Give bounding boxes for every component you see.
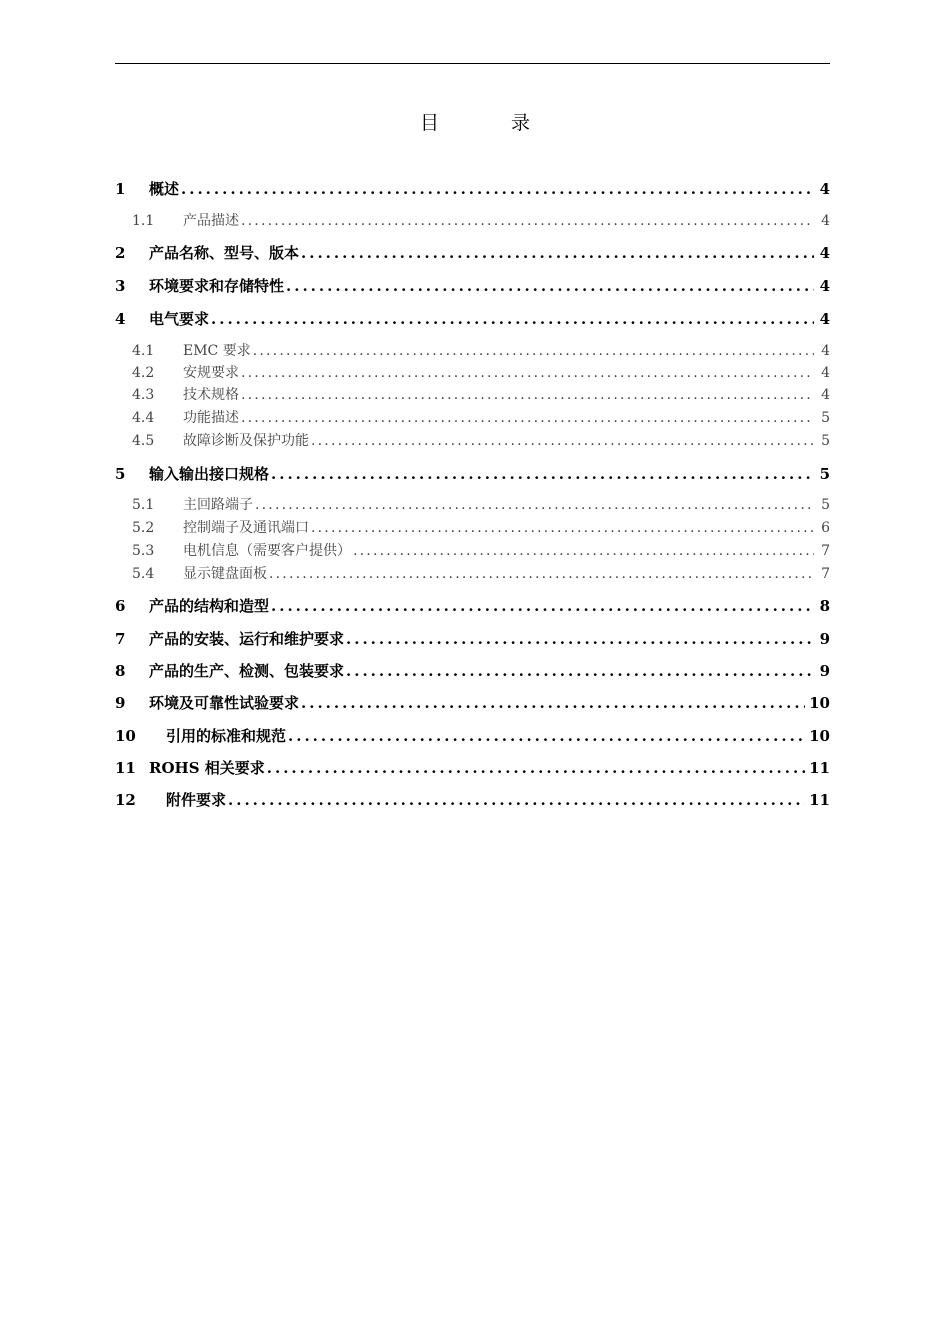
toc-entry-number: 2 (115, 244, 126, 262)
dot-leader (267, 759, 805, 777)
toc-subentry[interactable] (115, 384, 830, 406)
toc-subentry[interactable] (115, 340, 830, 362)
toc-entry-number: 4.5 (132, 433, 155, 449)
toc-entry-number: 10 (115, 727, 136, 745)
toc-entry-label: ROHS 相关要求 (149, 759, 265, 777)
toc-entry-page: 4 (819, 310, 830, 328)
toc-entry-page: 9 (819, 630, 830, 648)
toc-entry-number: 5.4 (132, 566, 155, 582)
toc-entry[interactable] (115, 660, 830, 682)
toc-entry-number: 4 (115, 310, 126, 328)
toc-entry-label: 引用的标准和规范 (166, 727, 287, 745)
dot-leader (301, 244, 814, 262)
toc-entry-number: 4.2 (132, 365, 155, 381)
toc-entry-page: 4 (819, 180, 830, 198)
toc-entry-page: 11 (809, 759, 830, 777)
toc-entry[interactable] (115, 789, 830, 811)
toc-entry-label: 主回路端子 (183, 497, 253, 513)
toc-entry-label: 控制端子及通讯端口 (183, 520, 309, 536)
toc-entry-page: 4 (821, 387, 830, 403)
toc-entry[interactable] (115, 308, 830, 330)
dot-leader (346, 630, 814, 648)
toc-entry[interactable] (115, 463, 830, 485)
toc-entry-number: 4.4 (132, 410, 155, 426)
toc-entry-label: 产品描述 (183, 213, 239, 229)
dot-leader (311, 433, 814, 449)
toc-entry-page: 8 (819, 597, 830, 615)
toc-entry-number: 3 (115, 277, 126, 295)
toc-entry-label: 产品名称、型号、版本 (149, 244, 300, 262)
toc-entry-page: 4 (819, 277, 830, 295)
toc-entry-label: 显示键盘面板 (183, 566, 267, 582)
dot-leader (271, 465, 814, 483)
toc-entry-label: 电机信息（需要客户提供） (183, 543, 351, 559)
toc-entry-number: 1 (115, 180, 126, 198)
toc-entry-page: 4 (821, 343, 830, 359)
toc-entry-page: 5 (819, 465, 830, 483)
dot-leader (346, 662, 814, 680)
toc-entry[interactable] (115, 275, 830, 297)
dot-leader (241, 213, 814, 229)
toc-entry-page: 6 (821, 520, 830, 536)
dot-leader (241, 387, 814, 403)
dot-leader (228, 791, 805, 809)
toc-subentry[interactable] (115, 430, 830, 452)
toc-entry-label: 产品的安装、运行和维护要求 (149, 630, 345, 648)
toc-entry-page: 5 (821, 433, 830, 449)
dot-leader (181, 180, 814, 198)
dot-leader (311, 520, 814, 536)
toc-entry-page: 4 (819, 244, 830, 262)
toc-entry-number: 4.1 (132, 343, 155, 359)
header-rule (115, 63, 830, 64)
toc-entry[interactable] (115, 595, 830, 617)
toc-entry-page: 5 (821, 410, 830, 426)
toc-entry-page: 5 (821, 497, 830, 513)
dot-leader (286, 277, 814, 295)
dot-leader (211, 310, 814, 328)
toc-subentry[interactable] (115, 210, 830, 232)
toc-entry-number: 7 (115, 630, 126, 648)
toc-entry[interactable] (115, 178, 830, 200)
toc-entry-label: 安规要求 (183, 365, 239, 381)
toc-subentry[interactable] (115, 563, 830, 585)
toc-entry-label: 附件要求 (166, 791, 227, 809)
toc-entry-number: 5.2 (132, 520, 155, 536)
toc-entry-number: 4.3 (132, 387, 155, 403)
dot-leader (271, 597, 814, 615)
dot-leader (353, 543, 814, 559)
toc-entry-number: 9 (115, 694, 126, 712)
toc-entry[interactable] (115, 692, 830, 714)
toc-entry-page: 4 (821, 213, 830, 229)
toc-entry[interactable] (115, 757, 830, 779)
toc-entry-label: 产品的生产、检测、包装要求 (149, 662, 345, 680)
toc-subentry[interactable] (115, 362, 830, 384)
toc-entry-page: 10 (809, 694, 830, 712)
toc-entry-label: 概述 (149, 180, 180, 198)
toc-subentry[interactable] (115, 540, 830, 562)
toc-entry-label: 电气要求 (149, 310, 210, 328)
dot-leader (241, 410, 814, 426)
toc-entry-page: 10 (809, 727, 830, 745)
toc-entry-page: 9 (819, 662, 830, 680)
toc-subentry[interactable] (115, 407, 830, 429)
toc-entry-label: 故障诊断及保护功能 (183, 433, 309, 449)
toc-entry-number: 5 (115, 465, 126, 483)
toc-subentry[interactable] (115, 494, 830, 516)
toc-title-char-2: 录 (511, 112, 531, 134)
dot-leader (301, 694, 805, 712)
toc-title-char-1: 目 (419, 112, 439, 134)
dot-leader (241, 365, 814, 381)
toc-entry-number: 5.1 (132, 497, 155, 513)
toc-entry-label: 技术规格 (183, 387, 239, 403)
toc-title (0, 108, 950, 135)
toc-entry-label: 环境及可靠性试验要求 (149, 694, 300, 712)
toc-entry[interactable] (115, 242, 830, 264)
dot-leader (253, 343, 814, 359)
toc-entry-label: 环境要求和存储特性 (149, 277, 285, 295)
toc-entry-label: 输入输出接口规格 (149, 465, 270, 483)
toc-entry-page: 7 (821, 543, 830, 559)
toc-entry-number: 1.1 (132, 213, 155, 229)
dot-leader (255, 497, 814, 513)
toc-entry-page: 11 (809, 791, 830, 809)
toc-entry-label: 功能描述 (183, 410, 239, 426)
toc-entry-label: 产品的结构和造型 (149, 597, 270, 615)
toc-entry-number: 6 (115, 597, 126, 615)
dot-leader (269, 566, 814, 582)
toc-entry-label: EMC 要求 (183, 343, 251, 359)
toc-entry[interactable] (115, 725, 830, 747)
toc-entry-number: 8 (115, 662, 126, 680)
toc-entry-number: 5.3 (132, 543, 155, 559)
toc-entry-page: 4 (821, 365, 830, 381)
dot-leader (288, 727, 805, 745)
toc-subentry[interactable] (115, 517, 830, 539)
toc-entry-number: 11 (115, 759, 136, 777)
toc-entry[interactable] (115, 628, 830, 650)
toc-entry-page: 7 (821, 566, 830, 582)
toc-entry-number: 12 (115, 791, 136, 809)
